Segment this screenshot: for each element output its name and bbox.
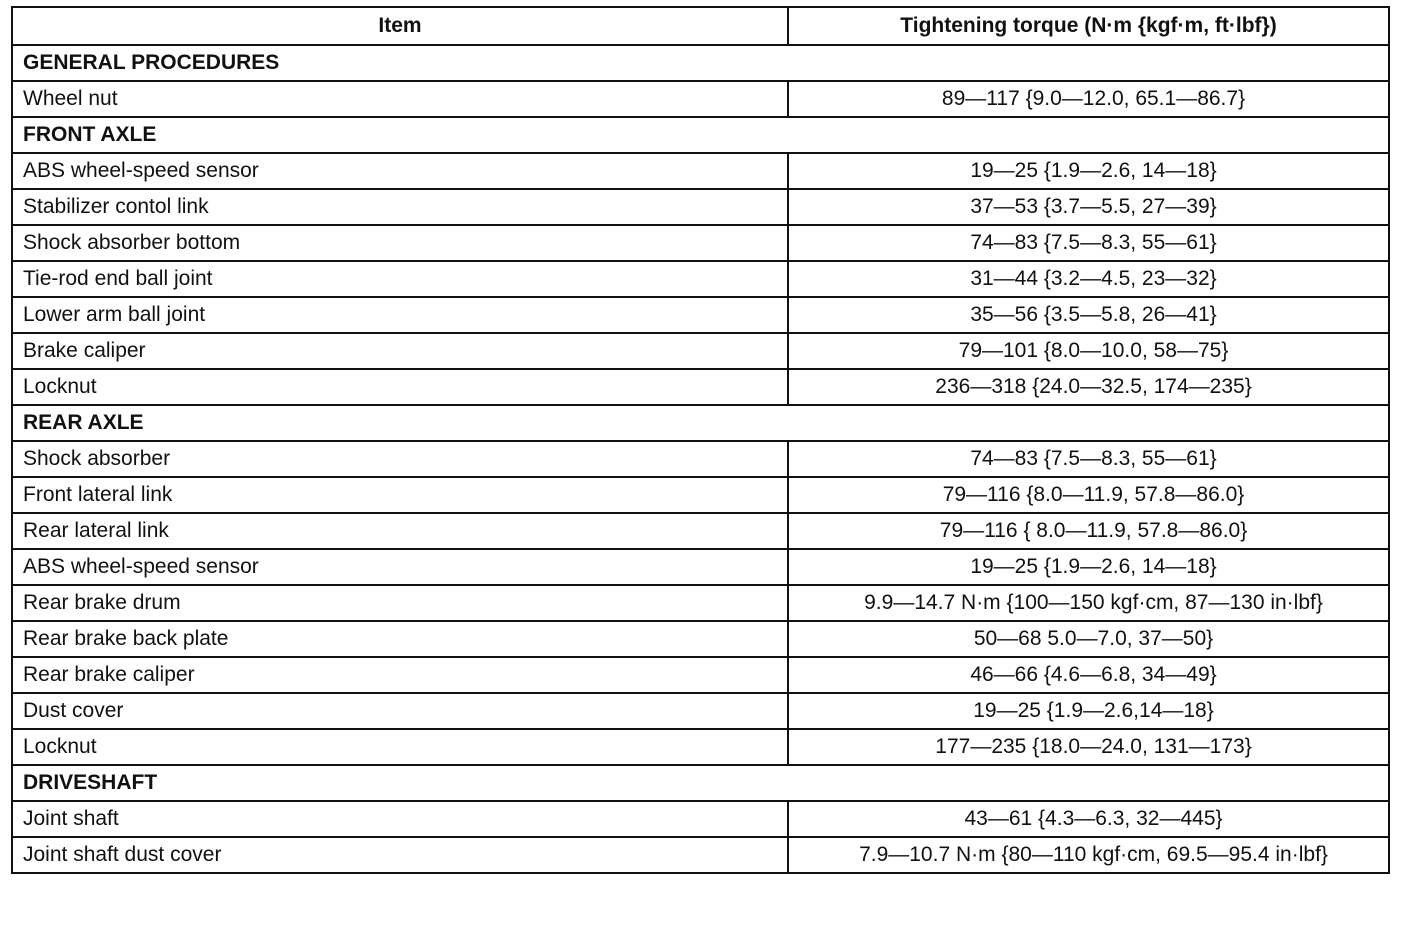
item-cell: Rear brake drum	[12, 585, 788, 621]
table-row	[12, 261, 1389, 297]
section-title: REAR AXLE	[12, 405, 1389, 441]
torque-cell: 79—116 {8.0—11.9, 57.8—86.0}	[788, 477, 1389, 513]
section-row	[12, 117, 1389, 153]
torque-cell: 74—83 {7.5—8.3, 55—61}	[788, 225, 1389, 261]
table-row	[12, 81, 1389, 117]
item-cell: Shock absorber	[12, 441, 788, 477]
torque-cell: 7.9—10.7 N·m {80—110 kgf·cm, 69.5—95.4 in·lbf}	[788, 837, 1389, 873]
table-row	[12, 369, 1389, 405]
torque-cell: 37—53 {3.7—5.5, 27—39}	[788, 189, 1389, 225]
torque-cell: 79—116 { 8.0—11.9, 57.8—86.0}	[788, 513, 1389, 549]
item-cell: Tie-rod end ball joint	[12, 261, 788, 297]
torque-spec-table	[11, 6, 1390, 874]
table-row	[12, 513, 1389, 549]
torque-cell: 177—235 {18.0—24.0, 131—173}	[788, 729, 1389, 765]
torque-cell: 46—66 {4.6—6.8, 34—49}	[788, 657, 1389, 693]
torque-cell: 79—101 {8.0—10.0, 58—75}	[788, 333, 1389, 369]
torque-cell: 19—25 {1.9—2.6, 14—18}	[788, 153, 1389, 189]
header-torque: Tightening torque (N·m {kgf·m, ft·lbf})	[788, 7, 1389, 45]
item-cell: ABS wheel-speed sensor	[12, 153, 788, 189]
item-cell: Rear brake back plate	[12, 621, 788, 657]
table-row	[12, 693, 1389, 729]
torque-cell: 236—318 {24.0—32.5, 174—235}	[788, 369, 1389, 405]
section-row	[12, 765, 1389, 801]
table-row	[12, 225, 1389, 261]
table-row	[12, 801, 1389, 837]
table-row	[12, 729, 1389, 765]
table-row	[12, 585, 1389, 621]
table-row	[12, 549, 1389, 585]
table-row	[12, 621, 1389, 657]
item-cell: Brake caliper	[12, 333, 788, 369]
table-body	[12, 45, 1389, 873]
item-cell: Front lateral link	[12, 477, 788, 513]
header-row	[12, 7, 1389, 45]
item-cell: Joint shaft dust cover	[12, 837, 788, 873]
torque-cell: 43—61 {4.3—6.3, 32—445}	[788, 801, 1389, 837]
table-row	[12, 153, 1389, 189]
torque-cell: 89—117 {9.0—12.0, 65.1—86.7}	[788, 81, 1389, 117]
section-title: FRONT AXLE	[12, 117, 1389, 153]
section-row	[12, 45, 1389, 81]
table-row	[12, 189, 1389, 225]
item-cell: Rear lateral link	[12, 513, 788, 549]
table-row	[12, 441, 1389, 477]
torque-cell: 19—25 {1.9—2.6,14—18}	[788, 693, 1389, 729]
item-cell: Dust cover	[12, 693, 788, 729]
item-cell: Stabilizer contol link	[12, 189, 788, 225]
item-cell: Joint shaft	[12, 801, 788, 837]
table-row	[12, 657, 1389, 693]
torque-cell: 74—83 {7.5—8.3, 55—61}	[788, 441, 1389, 477]
torque-cell: 9.9—14.7 N·m {100—150 kgf·cm, 87—130 in·lbf}	[788, 585, 1389, 621]
torque-cell: 35—56 {3.5—5.8, 26—41}	[788, 297, 1389, 333]
item-cell: ABS wheel-speed sensor	[12, 549, 788, 585]
item-cell: Locknut	[12, 369, 788, 405]
item-cell: Rear brake caliper	[12, 657, 788, 693]
header-item: Item	[12, 7, 788, 45]
section-title: DRIVESHAFT	[12, 765, 1389, 801]
table-row	[12, 297, 1389, 333]
item-cell: Wheel nut	[12, 81, 788, 117]
torque-cell: 31—44 {3.2—4.5, 23—32}	[788, 261, 1389, 297]
table-row	[12, 333, 1389, 369]
item-cell: Shock absorber bottom	[12, 225, 788, 261]
item-cell: Lower arm ball joint	[12, 297, 788, 333]
item-cell: Locknut	[12, 729, 788, 765]
section-title: GENERAL PROCEDURES	[12, 45, 1389, 81]
section-row	[12, 405, 1389, 441]
torque-cell: 50—68 5.0—7.0, 37—50}	[788, 621, 1389, 657]
torque-cell: 19—25 {1.9—2.6, 14—18}	[788, 549, 1389, 585]
table-row	[12, 837, 1389, 873]
table-row	[12, 477, 1389, 513]
